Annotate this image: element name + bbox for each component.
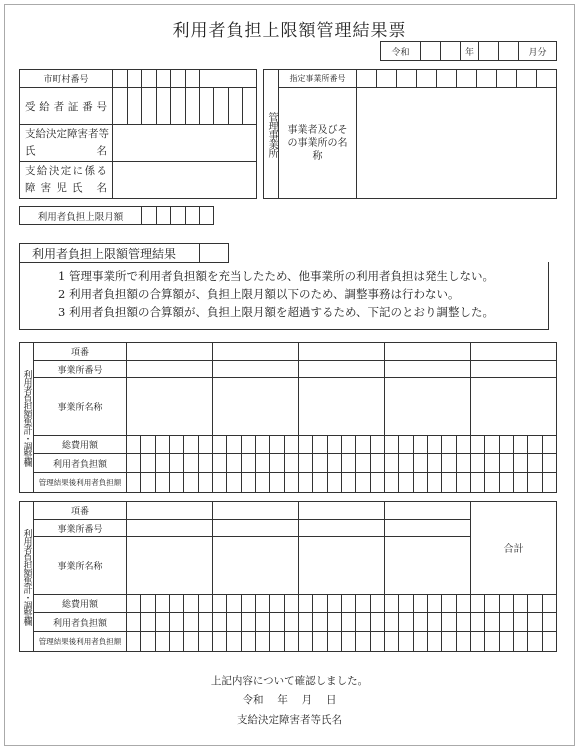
total-cost-digit-cell[interactable] xyxy=(198,594,212,613)
recipient-table xyxy=(19,69,257,199)
user-burden-digit-cell[interactable] xyxy=(385,454,399,473)
item-no-field[interactable] xyxy=(127,502,213,520)
child-name-label xyxy=(20,162,113,199)
row-label-total-cost: 総費用額 xyxy=(34,435,127,454)
result-items xyxy=(58,267,494,321)
summary-vertical-label: 利用者負担額集計・調整欄 xyxy=(20,343,34,493)
row-label-user-burden: 利用者負担額 xyxy=(34,613,127,632)
after-adjust-digit-cell[interactable] xyxy=(356,473,370,493)
recipient-number-cell[interactable] xyxy=(228,88,242,125)
office-number-cell[interactable] xyxy=(537,70,557,88)
after-adjust-digit-cell[interactable] xyxy=(528,473,542,493)
user-burden-digit-cell[interactable] xyxy=(227,454,241,473)
user-burden-digit-cell[interactable] xyxy=(327,613,341,632)
total-cost-digit-cell[interactable] xyxy=(456,435,470,454)
row-label-user-burden: 利用者負担額 xyxy=(34,454,127,473)
city-number-cell[interactable] xyxy=(142,70,157,88)
total-cost-digit-cell[interactable] xyxy=(284,435,298,454)
after-adjust-digit-cell[interactable] xyxy=(256,632,270,652)
user-burden-digit-cell[interactable] xyxy=(198,613,212,632)
after-adjust-digit-cell[interactable] xyxy=(213,632,227,652)
total-cost-digit-cell[interactable] xyxy=(528,435,542,454)
result-item-1[interactable]: 1 管理事業所で利用者負担額を充当したため、他事業所の利用者負担は発生しない。 xyxy=(58,269,495,283)
after-adjust-digit-cell[interactable] xyxy=(227,632,241,652)
total-cost-digit-cell[interactable] xyxy=(413,594,427,613)
holder-name-field[interactable] xyxy=(113,125,257,162)
item-no-field[interactable] xyxy=(127,343,213,361)
city-number-cell[interactable] xyxy=(113,70,128,88)
after-adjust-digit-cell[interactable] xyxy=(399,473,413,493)
row-label-after-adjust: 管理結果後利用者負担額 xyxy=(34,473,127,493)
office-number-field[interactable] xyxy=(213,519,299,537)
item-no-field[interactable] xyxy=(213,343,299,361)
user-burden-digit-cell[interactable] xyxy=(471,454,485,473)
office-name-field[interactable] xyxy=(299,378,385,435)
total-after-adjust-digit-cell[interactable] xyxy=(485,632,499,652)
city-number-cell[interactable] xyxy=(171,70,186,88)
office-name-field[interactable] xyxy=(471,378,557,435)
user-burden-digit-cell[interactable] xyxy=(284,613,298,632)
total-cost-digit-cell[interactable] xyxy=(184,594,198,613)
cap-amount-cell[interactable] xyxy=(156,207,171,225)
user-burden-digit-cell[interactable] xyxy=(356,613,370,632)
cap-amount-label: 利用者負担上限月額 xyxy=(20,207,142,225)
recipient-number-cell[interactable] xyxy=(200,88,214,125)
user-burden-digit-cell[interactable] xyxy=(313,613,327,632)
total-user-burden-digit-cell[interactable] xyxy=(485,613,499,632)
total-total-cost-digit-cell[interactable] xyxy=(499,594,513,613)
city-number-cell[interactable] xyxy=(185,70,200,88)
after-adjust-digit-cell[interactable] xyxy=(141,473,155,493)
user-burden-digit-cell[interactable] xyxy=(327,454,341,473)
after-adjust-digit-cell[interactable] xyxy=(155,632,169,652)
user-burden-digit-cell[interactable] xyxy=(370,454,384,473)
total-cost-digit-cell[interactable] xyxy=(313,594,327,613)
form-title: 利用者負担上限額管理結果票 xyxy=(172,21,407,41)
office-number-label: 指定事業所番号 xyxy=(279,70,357,88)
total-cost-digit-cell[interactable] xyxy=(141,594,155,613)
row-label-office-name: 事業所名称 xyxy=(34,378,127,435)
after-adjust-digit-cell[interactable] xyxy=(385,632,399,652)
recipient-number-cell[interactable] xyxy=(171,88,186,125)
user-burden-digit-cell[interactable] xyxy=(169,613,183,632)
row-label-office-number: 事業所番号 xyxy=(34,360,127,378)
cap-amount-cell[interactable] xyxy=(142,207,157,225)
office-number-field[interactable] xyxy=(299,360,385,378)
user-burden-digit-cell[interactable] xyxy=(141,613,155,632)
user-burden-digit-cell[interactable] xyxy=(198,454,212,473)
user-burden-digit-cell[interactable] xyxy=(342,454,356,473)
after-adjust-digit-cell[interactable] xyxy=(471,473,485,493)
item-no-field[interactable] xyxy=(213,502,299,520)
after-adjust-digit-cell[interactable] xyxy=(198,632,212,652)
user-burden-digit-cell[interactable] xyxy=(442,454,456,473)
child-name-label-shi: 障害児氏 xyxy=(25,182,83,194)
office-number-field[interactable] xyxy=(299,519,385,537)
total-label: 合計 xyxy=(471,502,557,595)
user-burden-digit-cell[interactable] xyxy=(241,454,255,473)
total-cost-digit-cell[interactable] xyxy=(241,435,255,454)
recipient-number-cell[interactable] xyxy=(214,88,228,125)
user-burden-digit-cell[interactable] xyxy=(270,454,284,473)
user-burden-digit-cell[interactable] xyxy=(241,613,255,632)
user-burden-digit-cell[interactable] xyxy=(169,454,183,473)
total-cost-digit-cell[interactable] xyxy=(169,594,183,613)
total-after-adjust-digit-cell[interactable] xyxy=(471,632,485,652)
after-adjust-digit-cell[interactable] xyxy=(342,632,356,652)
holder-name-label xyxy=(20,125,113,162)
holder-name-label-line2 xyxy=(25,143,107,160)
total-user-burden-digit-cell[interactable] xyxy=(514,613,528,632)
after-adjust-digit-cell[interactable] xyxy=(342,473,356,493)
row-label-item-no: 項番 xyxy=(34,502,127,520)
total-total-cost-digit-cell[interactable] xyxy=(514,594,528,613)
after-adjust-digit-cell[interactable] xyxy=(284,473,298,493)
user-burden-digit-cell[interactable] xyxy=(127,613,141,632)
confirm-text: 上記内容について確認しました。 xyxy=(210,675,369,687)
recipient-number-label: 受給者証番号 xyxy=(20,88,113,125)
office-number-cell[interactable] xyxy=(517,70,537,88)
after-adjust-digit-cell[interactable] xyxy=(313,473,327,493)
user-burden-digit-cell[interactable] xyxy=(399,454,413,473)
after-adjust-digit-cell[interactable] xyxy=(499,473,513,493)
after-adjust-digit-cell[interactable] xyxy=(227,473,241,493)
total-cost-digit-cell[interactable] xyxy=(385,435,399,454)
user-burden-digit-cell[interactable] xyxy=(413,454,427,473)
total-cost-digit-cell[interactable] xyxy=(213,594,227,613)
total-cost-digit-cell[interactable] xyxy=(127,594,141,613)
after-adjust-digit-cell[interactable] xyxy=(456,473,470,493)
total-total-cost-digit-cell[interactable] xyxy=(528,594,542,613)
total-after-adjust-digit-cell[interactable] xyxy=(514,632,528,652)
office-number-cell[interactable] xyxy=(417,70,437,88)
row-label-office-number: 事業所番号 xyxy=(34,519,127,537)
child-name-label-line2 xyxy=(25,180,107,197)
row-label-total-cost: 総費用額 xyxy=(34,594,127,613)
office-number-field[interactable] xyxy=(471,360,557,378)
user-burden-digit-cell[interactable] xyxy=(370,613,384,632)
user-burden-digit-cell[interactable] xyxy=(514,454,528,473)
user-burden-digit-cell[interactable] xyxy=(213,613,227,632)
after-adjust-digit-cell[interactable] xyxy=(327,473,341,493)
total-cost-digit-cell[interactable] xyxy=(270,435,284,454)
after-adjust-digit-cell[interactable] xyxy=(184,473,198,493)
total-cost-digit-cell[interactable] xyxy=(213,435,227,454)
user-burden-digit-cell[interactable] xyxy=(442,613,456,632)
summary-vertical-label: 利用者負担額集計・調整欄 xyxy=(20,502,34,652)
user-burden-digit-cell[interactable] xyxy=(499,454,513,473)
total-cost-digit-cell[interactable] xyxy=(184,435,198,454)
after-adjust-digit-cell[interactable] xyxy=(299,632,313,652)
office-name-field[interactable] xyxy=(213,537,299,594)
total-cost-digit-cell[interactable] xyxy=(313,435,327,454)
era-year-cell-2[interactable] xyxy=(441,42,461,61)
era-label: 令和 xyxy=(381,42,421,61)
row-label-office-name: 事業所名称 xyxy=(34,537,127,594)
city-number-cell[interactable] xyxy=(127,70,142,88)
holder-name-label-shi: 氏 xyxy=(25,145,36,157)
total-cost-digit-cell[interactable] xyxy=(413,435,427,454)
user-burden-digit-cell[interactable] xyxy=(413,613,427,632)
item-no-field[interactable] xyxy=(385,502,471,520)
total-user-burden-digit-cell[interactable] xyxy=(499,613,513,632)
total-cost-digit-cell[interactable] xyxy=(155,435,169,454)
total-cost-digit-cell[interactable] xyxy=(227,435,241,454)
management-vertical-label: 管理事業所 xyxy=(264,70,279,199)
total-cost-digit-cell[interactable] xyxy=(198,435,212,454)
office-name-field[interactable] xyxy=(299,537,385,594)
office-number-field[interactable] xyxy=(213,360,299,378)
total-cost-digit-cell[interactable] xyxy=(370,594,384,613)
after-adjust-digit-cell[interactable] xyxy=(241,473,255,493)
total-cost-digit-cell[interactable] xyxy=(399,594,413,613)
user-burden-digit-cell[interactable] xyxy=(485,454,499,473)
after-adjust-digit-cell[interactable] xyxy=(385,473,399,493)
total-total-cost-digit-cell[interactable] xyxy=(471,594,485,613)
burden-summary-table-1 xyxy=(19,342,557,493)
total-cost-digit-cell[interactable] xyxy=(514,435,528,454)
total-after-adjust-digit-cell[interactable] xyxy=(542,632,556,652)
child-name-field[interactable] xyxy=(113,162,257,199)
confirm-date: 令和 年 月 日 xyxy=(242,694,337,706)
after-adjust-digit-cell[interactable] xyxy=(256,473,270,493)
recipient-number-cell[interactable] xyxy=(142,88,157,125)
total-cost-digit-cell[interactable] xyxy=(385,594,399,613)
office-name-label: 事業者及びその事業所の名称 xyxy=(279,88,357,199)
user-burden-digit-cell[interactable] xyxy=(155,454,169,473)
total-cost-digit-cell[interactable] xyxy=(141,435,155,454)
office-number-cell[interactable] xyxy=(497,70,517,88)
user-burden-digit-cell[interactable] xyxy=(184,454,198,473)
child-name-label-line1: 支給決定に係る xyxy=(25,165,107,177)
total-cost-digit-cell[interactable] xyxy=(471,435,485,454)
user-burden-digit-cell[interactable] xyxy=(256,454,270,473)
result-item-3[interactable]: 3 利用者負担額の合算額が、負担上限月額を超過するため、下記のとおり調整した。 xyxy=(58,305,495,319)
office-number-cell[interactable] xyxy=(397,70,417,88)
user-burden-digit-cell[interactable] xyxy=(227,613,241,632)
total-cost-digit-cell[interactable] xyxy=(342,435,356,454)
total-user-burden-digit-cell[interactable] xyxy=(542,613,556,632)
user-burden-digit-cell[interactable] xyxy=(184,613,198,632)
city-number-blank xyxy=(200,70,257,88)
total-cost-digit-cell[interactable] xyxy=(327,435,341,454)
result-box xyxy=(19,262,549,330)
after-adjust-digit-cell[interactable] xyxy=(284,632,298,652)
after-adjust-digit-cell[interactable] xyxy=(442,473,456,493)
total-cost-digit-cell[interactable] xyxy=(327,594,341,613)
after-adjust-digit-cell[interactable] xyxy=(299,473,313,493)
after-adjust-digit-cell[interactable] xyxy=(184,632,198,652)
office-name-field[interactable] xyxy=(385,378,471,435)
after-adjust-digit-cell[interactable] xyxy=(542,473,556,493)
total-cost-digit-cell[interactable] xyxy=(342,594,356,613)
user-burden-digit-cell[interactable] xyxy=(428,454,442,473)
holder-name-label-mei: 名 xyxy=(96,145,107,157)
total-cost-digit-cell[interactable] xyxy=(442,594,456,613)
user-burden-digit-cell[interactable] xyxy=(141,454,155,473)
city-number-cell[interactable] xyxy=(156,70,171,88)
total-cost-digit-cell[interactable] xyxy=(299,435,313,454)
user-burden-digit-cell[interactable] xyxy=(313,454,327,473)
office-number-cell[interactable] xyxy=(457,70,477,88)
total-cost-digit-cell[interactable] xyxy=(456,594,470,613)
month-cell-2[interactable] xyxy=(499,42,519,61)
user-burden-digit-cell[interactable] xyxy=(385,613,399,632)
recipient-number-cell[interactable] xyxy=(113,88,128,125)
holder-name-label-line1: 支給決定障害者等 xyxy=(25,128,109,140)
total-cost-digit-cell[interactable] xyxy=(499,435,513,454)
after-adjust-digit-cell[interactable] xyxy=(127,473,141,493)
recipient-number-cell[interactable] xyxy=(242,88,256,125)
era-year-cell-1[interactable] xyxy=(421,42,441,61)
result-heading: 利用者負担上限額管理結果 xyxy=(20,244,200,263)
total-total-cost-digit-cell[interactable] xyxy=(485,594,499,613)
total-cost-digit-cell[interactable] xyxy=(169,435,183,454)
total-cost-digit-cell[interactable] xyxy=(356,594,370,613)
total-cost-digit-cell[interactable] xyxy=(299,594,313,613)
item-no-field[interactable] xyxy=(385,343,471,361)
user-burden-digit-cell[interactable] xyxy=(127,454,141,473)
after-adjust-digit-cell[interactable] xyxy=(270,473,284,493)
office-number-field[interactable] xyxy=(127,519,213,537)
office-number-field[interactable] xyxy=(385,519,471,537)
item-no-field[interactable] xyxy=(299,502,385,520)
after-adjust-digit-cell[interactable] xyxy=(442,632,456,652)
total-cost-digit-cell[interactable] xyxy=(227,594,241,613)
cap-amount-cell[interactable] xyxy=(185,207,200,225)
total-cost-digit-cell[interactable] xyxy=(370,435,384,454)
year-label: 年 xyxy=(461,42,479,61)
user-burden-digit-cell[interactable] xyxy=(428,613,442,632)
total-user-burden-digit-cell[interactable] xyxy=(528,613,542,632)
office-name-field[interactable] xyxy=(127,378,213,435)
user-burden-digit-cell[interactable] xyxy=(528,454,542,473)
office-number-cell[interactable] xyxy=(437,70,457,88)
user-burden-digit-cell[interactable] xyxy=(299,613,313,632)
user-burden-digit-cell[interactable] xyxy=(456,454,470,473)
item-no-field[interactable] xyxy=(299,343,385,361)
after-adjust-digit-cell[interactable] xyxy=(213,473,227,493)
total-cost-digit-cell[interactable] xyxy=(256,435,270,454)
row-label-after-adjust: 管理結果後利用者負担額 xyxy=(34,632,127,652)
after-adjust-digit-cell[interactable] xyxy=(370,632,384,652)
total-user-burden-digit-cell[interactable] xyxy=(471,613,485,632)
office-number-cell[interactable] xyxy=(477,70,497,88)
after-adjust-digit-cell[interactable] xyxy=(313,632,327,652)
total-cost-digit-cell[interactable] xyxy=(241,594,255,613)
row-label-item-no: 項番 xyxy=(34,343,127,361)
signature-label: 支給決定障害者等氏名 xyxy=(237,714,342,726)
office-number-cell[interactable] xyxy=(377,70,397,88)
after-adjust-digit-cell[interactable] xyxy=(413,473,427,493)
result-selection-cell[interactable] xyxy=(200,244,229,263)
after-adjust-digit-cell[interactable] xyxy=(370,473,384,493)
total-cost-digit-cell[interactable] xyxy=(270,594,284,613)
total-cost-digit-cell[interactable] xyxy=(256,594,270,613)
after-adjust-digit-cell[interactable] xyxy=(413,632,427,652)
after-adjust-digit-cell[interactable] xyxy=(270,632,284,652)
after-adjust-digit-cell[interactable] xyxy=(456,632,470,652)
after-adjust-digit-cell[interactable] xyxy=(356,632,370,652)
after-adjust-digit-cell[interactable] xyxy=(127,632,141,652)
user-burden-digit-cell[interactable] xyxy=(356,454,370,473)
total-cost-digit-cell[interactable] xyxy=(428,594,442,613)
after-adjust-digit-cell[interactable] xyxy=(428,473,442,493)
after-adjust-digit-cell[interactable] xyxy=(169,632,183,652)
cap-amount-cell[interactable] xyxy=(171,207,186,225)
month-cell-1[interactable] xyxy=(479,42,499,61)
total-after-adjust-digit-cell[interactable] xyxy=(499,632,513,652)
user-burden-digit-cell[interactable] xyxy=(456,613,470,632)
management-table xyxy=(263,69,557,199)
after-adjust-digit-cell[interactable] xyxy=(428,632,442,652)
user-burden-digit-cell[interactable] xyxy=(542,454,556,473)
total-cost-digit-cell[interactable] xyxy=(399,435,413,454)
recipient-number-cell[interactable] xyxy=(156,88,171,125)
after-adjust-digit-cell[interactable] xyxy=(169,473,183,493)
after-adjust-digit-cell[interactable] xyxy=(155,473,169,493)
after-adjust-digit-cell[interactable] xyxy=(198,473,212,493)
recipient-number-cell[interactable] xyxy=(127,88,142,125)
total-cost-digit-cell[interactable] xyxy=(442,435,456,454)
after-adjust-digit-cell[interactable] xyxy=(141,632,155,652)
total-total-cost-digit-cell[interactable] xyxy=(542,594,556,613)
item-no-field[interactable] xyxy=(471,343,557,361)
total-after-adjust-digit-cell[interactable] xyxy=(528,632,542,652)
user-burden-digit-cell[interactable] xyxy=(155,613,169,632)
after-adjust-digit-cell[interactable] xyxy=(241,632,255,652)
cap-amount-cell[interactable] xyxy=(200,207,214,225)
office-number-cell[interactable] xyxy=(357,70,377,88)
office-name-field[interactable] xyxy=(213,378,299,435)
burden-summary-table-2 xyxy=(19,501,557,652)
total-cost-digit-cell[interactable] xyxy=(284,594,298,613)
office-name-field[interactable] xyxy=(357,88,557,199)
recipient-number-cell[interactable] xyxy=(185,88,200,125)
office-number-field[interactable] xyxy=(385,360,471,378)
date-header-table xyxy=(380,41,557,61)
user-burden-digit-cell[interactable] xyxy=(342,613,356,632)
office-name-field[interactable] xyxy=(127,537,213,594)
user-burden-digit-cell[interactable] xyxy=(399,613,413,632)
user-burden-digit-cell[interactable] xyxy=(299,454,313,473)
total-cost-digit-cell[interactable] xyxy=(485,435,499,454)
office-number-field[interactable] xyxy=(127,360,213,378)
after-adjust-digit-cell[interactable] xyxy=(485,473,499,493)
user-burden-digit-cell[interactable] xyxy=(284,454,298,473)
total-cost-digit-cell[interactable] xyxy=(127,435,141,454)
after-adjust-digit-cell[interactable] xyxy=(327,632,341,652)
after-adjust-digit-cell[interactable] xyxy=(514,473,528,493)
child-name-label-mei: 名 xyxy=(96,182,107,194)
total-cost-digit-cell[interactable] xyxy=(542,435,556,454)
total-cost-digit-cell[interactable] xyxy=(428,435,442,454)
user-burden-digit-cell[interactable] xyxy=(270,613,284,632)
user-burden-digit-cell[interactable] xyxy=(213,454,227,473)
result-item-2[interactable]: 2 利用者負担額の合算額が、負担上限月額以下のため、調整事務は行わない。 xyxy=(58,287,460,301)
office-name-field[interactable] xyxy=(385,537,471,594)
total-cost-digit-cell[interactable] xyxy=(155,594,169,613)
month-label: 月分 xyxy=(519,42,557,61)
city-number-label: 市町村番号 xyxy=(20,70,113,88)
user-burden-digit-cell[interactable] xyxy=(256,613,270,632)
total-cost-digit-cell[interactable] xyxy=(356,435,370,454)
cap-amount-table xyxy=(19,206,214,225)
after-adjust-digit-cell[interactable] xyxy=(399,632,413,652)
result-heading-table xyxy=(19,243,229,263)
